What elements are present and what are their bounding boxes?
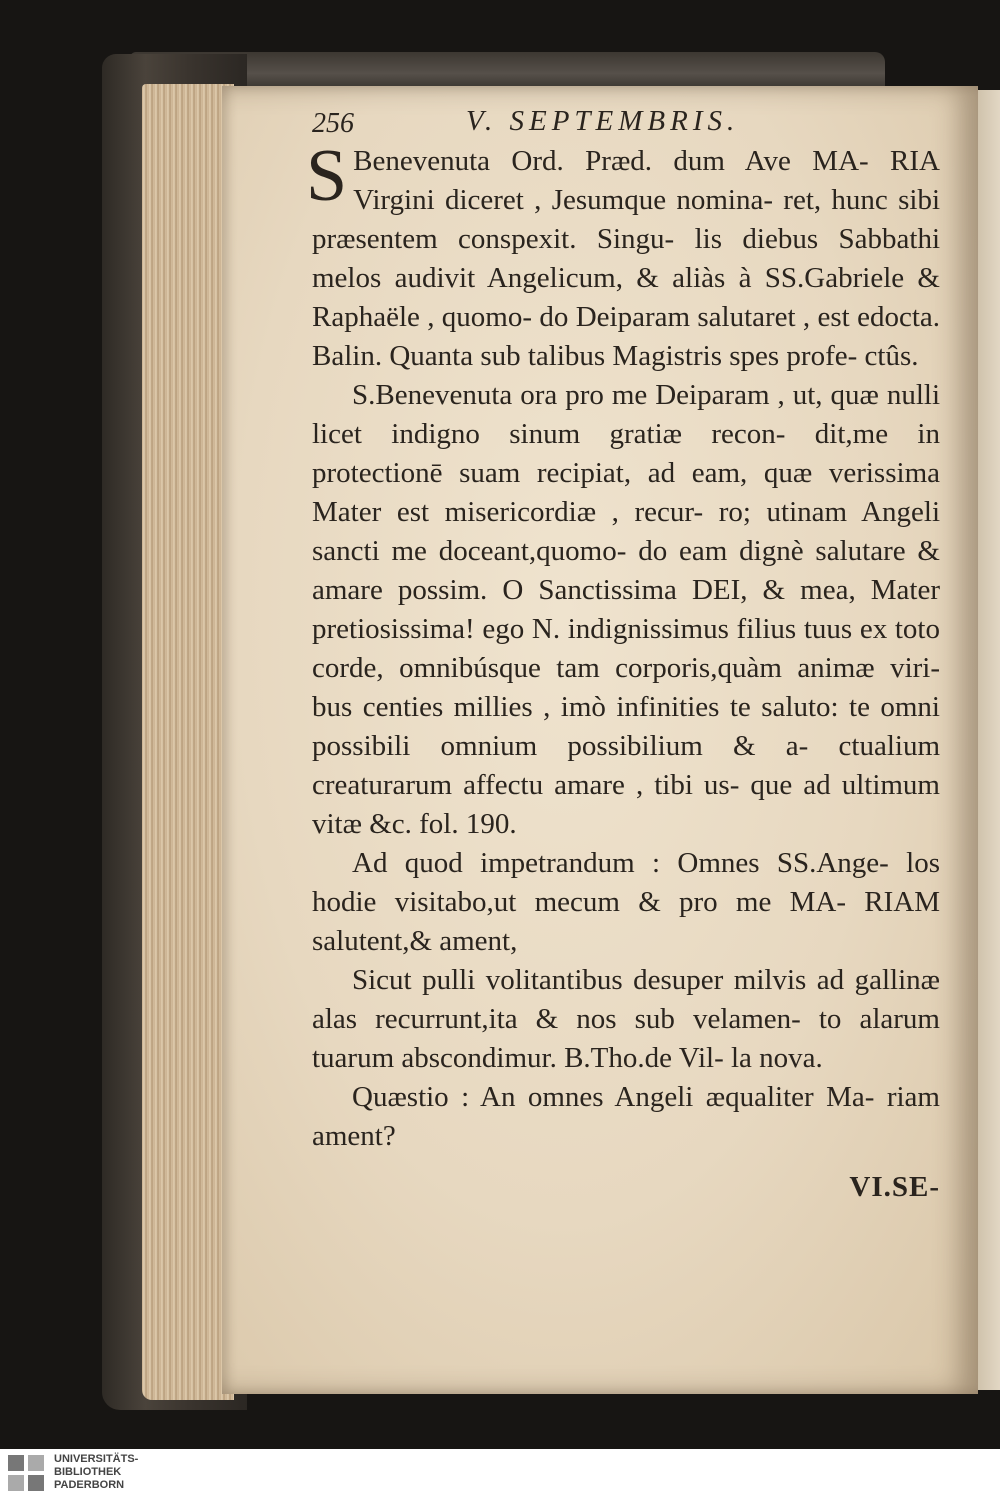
library-name-line-2: BIBLIOTHEK xyxy=(54,1466,122,1478)
library-name-line-1: UNIVERSITÄTS- xyxy=(54,1453,139,1465)
library-name-line-3: PADERBORN xyxy=(54,1479,125,1491)
library-footer xyxy=(0,1449,1000,1499)
paragraph-5: Quæstio : An omnes Angeli æqualiter Ma- riam ament? xyxy=(312,1081,940,1152)
library-name xyxy=(54,1453,138,1492)
page-text xyxy=(306,102,940,1207)
paragraph-4: Sicut pulli volitantibus desuper milvis ad gallinæ alas recurrunt,ita & nos sub velamen- to alarum tuarum abscondimur. B.Tho.de Vil- la nova. xyxy=(312,964,940,1074)
paragraph-1-text: Benevenuta Ord. Præd. dum Ave MA- RIA Virgini diceret , Jesumque nomina- ret, hunc sibi præsentem conspexit. Singu- lis diebus Sabbathi melos audivit Angelicum, & aliàs à SS.Gabriele & Raphaële , quomo- do Deiparam salutaret , est edocta. Balin. Quanta sub talibus Magistris spes profe- ctûs. xyxy=(312,145,940,372)
paragraph-3: Ad quod impetrandum : Omnes SS.Ange- los hodie visitabo,ut mecum & pro me MA- RIAM salutent,& ament, xyxy=(312,847,940,957)
paragraph-2: S.Benevenuta ora pro me Deiparam , ut, quæ nulli licet indigno sinum gratiæ recon- dit,me in protectionē suam recipiat, ad eam, quæ verissima Mater est misericordiæ , recur- ro; utinam Angeli sancti me doceant,quomo- do eam dignè salutare & amare possim. O Sanctissima DEI, & mea, Mater pretiosissima! ego N. indignissimus filius tuus ex toto corde, omnibúsque tam corporis,quàm animæ viri- bus centies millies , imò infinities te saluto: te omni possibili omnium possibilium & a- ctualium creaturarum affectu amare , tibi us- que ad ultimum vitæ &c. fol. 190. xyxy=(312,379,940,840)
running-head: V. SEPTEMBRIS. xyxy=(466,105,740,137)
paragraph-1 xyxy=(306,135,940,376)
drop-cap: S xyxy=(306,135,348,217)
page-header xyxy=(312,102,940,142)
page-number: 256 xyxy=(312,108,354,139)
library-logo-icon xyxy=(6,1453,46,1493)
catchword: VI.SE- xyxy=(849,1171,940,1203)
page-edges xyxy=(142,84,234,1400)
